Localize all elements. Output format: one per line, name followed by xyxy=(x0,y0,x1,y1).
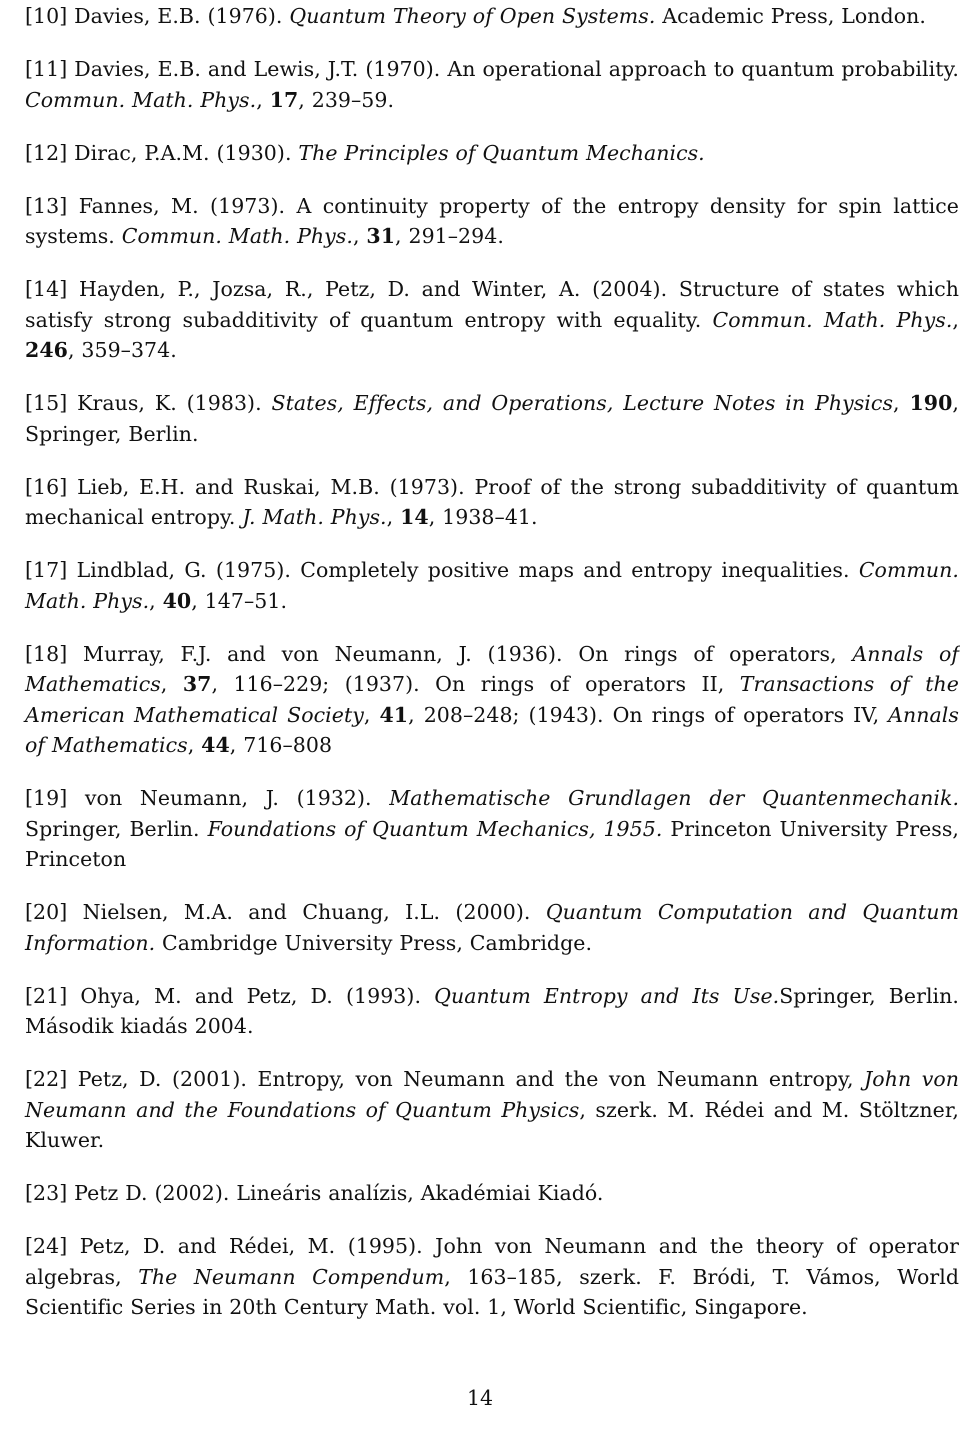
reference-item-20 xyxy=(24,897,959,958)
reference-title: Quantum Computation and Quantum Information. xyxy=(25,900,959,955)
reference-journal: Commun. Math. Phys. xyxy=(121,224,353,248)
reference-volume: 40 xyxy=(162,588,192,613)
reference-publisher: Springer, Berlin. xyxy=(25,816,200,841)
reference-number: [15] xyxy=(25,391,68,415)
reference-number: [18] xyxy=(25,641,68,666)
reference-journal: Annals of Mathematics xyxy=(25,702,959,757)
reference-authors: Ohya, M. and Petz, D. (1993). xyxy=(80,983,422,1008)
reference-number: [24] xyxy=(25,1234,68,1258)
reference-number: [16] xyxy=(25,474,68,499)
reference-item-21 xyxy=(24,981,959,1042)
reference-journal: Annals of Mathematics xyxy=(25,641,959,696)
reference-pages: , 147–51. xyxy=(191,588,288,613)
reference-publisher: Academic Press, London. xyxy=(662,4,926,28)
reference-separator: , xyxy=(187,733,195,757)
reference-number: [10] xyxy=(25,4,68,28)
reference-item-13 xyxy=(24,191,959,252)
reference-pages: , 359–374. xyxy=(67,338,177,362)
reference-separator: , xyxy=(256,87,263,112)
reference-separator: , xyxy=(893,391,900,415)
reference-number: [11] xyxy=(25,57,68,81)
reference-authors: Petz, D. and Rédei, M. (1995). John von Neumann and the theory of operator algebras, xyxy=(25,1234,959,1289)
reference-number: [20] xyxy=(25,900,68,924)
reference-publisher: Princeton University Press, Princeton xyxy=(25,816,959,871)
reference-separator: , xyxy=(952,307,959,332)
reference-authors: Petz D. (2002). Lineáris analízis, Akadémiai Kiadó. xyxy=(74,1181,604,1205)
reference-volume: 14 xyxy=(400,505,429,529)
reference-separator: , xyxy=(149,588,156,613)
reference-journal: Commun. Math. Phys. xyxy=(25,87,257,112)
reference-pages: , 116–229; (1937). On rings of operators II, xyxy=(211,672,725,696)
reference-list xyxy=(24,1,959,1345)
reference-volume: 246 xyxy=(25,338,68,362)
reference-title: States, Effects, and Operations, Lecture Notes in Physics xyxy=(271,391,894,415)
reference-authors: Lindblad, G. (1975). Completely positive maps and entropy inequalities. xyxy=(76,558,850,582)
reference-authors: Petz, D. (2001). Entropy, von Neumann and the von Neumann entropy, xyxy=(77,1067,854,1091)
reference-number: [19] xyxy=(25,786,68,810)
reference-number: [17] xyxy=(25,558,68,582)
reference-publisher: , szerk. M. Rédei and M. Stöltzner, Kluwer. xyxy=(25,1097,959,1152)
reference-number: [23] xyxy=(25,1181,68,1205)
reference-separator: , xyxy=(160,672,168,696)
reference-authors: Davies, E.B. (1976). xyxy=(74,4,283,28)
reference-publisher: Cambridge University Press, Cambridge. xyxy=(162,930,593,955)
reference-number: [13] xyxy=(25,193,68,218)
reference-pages: , 1938–41. xyxy=(428,505,538,529)
reference-journal: Commun. Math. Phys. xyxy=(712,307,953,332)
reference-authors: Nielsen, M.A. and Chuang, I.L. (2000). xyxy=(82,900,531,924)
reference-number: [22] xyxy=(25,1067,68,1091)
reference-item-14 xyxy=(24,274,959,366)
reference-pages: , 291–294. xyxy=(395,224,504,248)
reference-item-12 xyxy=(24,138,959,169)
reference-separator: , xyxy=(352,224,360,248)
reference-title: John von Neumann and the Foundations of Quantum Physics xyxy=(25,1067,959,1122)
reference-number: [14] xyxy=(25,277,68,301)
reference-journal: Commun. Math. Phys. xyxy=(25,558,959,613)
reference-title: The Neumann Compendum xyxy=(138,1264,445,1289)
reference-authors: Dirac, P.A.M. (1930). xyxy=(74,140,292,165)
reference-volume: 190 xyxy=(909,391,953,415)
reference-publisher: Springer, Berlin. Második kiadás 2004. xyxy=(25,983,959,1038)
reference-item-18 xyxy=(24,639,959,761)
reference-pages: , 239–59. xyxy=(298,87,395,112)
reference-publisher: , 163–185, szerk. F. Bródi, T. Vámos, World Scientific Series in 20th Century Math. vol. 1, World Scientific, Singapore. xyxy=(25,1264,959,1319)
reference-authors: Fannes, M. (1973). A continuity property of the entropy density for spin lattice systems. xyxy=(25,193,959,248)
reference-separator: , xyxy=(386,505,394,529)
reference-item-23 xyxy=(24,1178,959,1209)
reference-authors: Hayden, P., Jozsa, R., Petz, D. and Winter, A. (2004). Structure of states which satisfy strong subadditivity of quantum entropy with equality. xyxy=(25,277,959,332)
reference-authors: Murray, F.J. and von Neumann, J. (1936). On rings of operators, xyxy=(83,641,837,666)
reference-authors: Lieb, E.H. and Ruskai, M.B. (1973). Proof of the strong subadditivity of quantum mechanical entropy. xyxy=(25,474,959,529)
reference-title: Foundations of Quantum Mechanics, 1955. xyxy=(207,816,663,841)
reference-item-10 xyxy=(24,1,959,32)
reference-authors: Davies, E.B. and Lewis, J.T. (1970). An operational approach to quantum probability. xyxy=(74,57,959,81)
reference-volume: 17 xyxy=(269,87,299,112)
reference-journal: Transactions of the American Mathematical Society xyxy=(25,672,959,727)
reference-item-19 xyxy=(24,783,959,875)
reference-journal: J. Math. Phys. xyxy=(242,505,387,529)
reference-title: The Principles of Quantum Mechanics. xyxy=(298,140,705,165)
reference-number: [12] xyxy=(25,140,68,165)
reference-item-17 xyxy=(24,555,959,616)
reference-volume: 44 xyxy=(201,733,230,757)
reference-item-22 xyxy=(24,1064,959,1156)
reference-title: Mathematische Grundlagen der Quantenmechanik. xyxy=(389,786,960,810)
reference-item-11 xyxy=(24,54,959,115)
reference-title: Quantum Theory of Open Systems. xyxy=(289,4,656,28)
reference-number: [21] xyxy=(25,983,68,1008)
reference-pages: , 716–808 xyxy=(229,733,333,757)
reference-item-15 xyxy=(24,388,959,449)
reference-item-24 xyxy=(24,1231,959,1323)
reference-pages: , 208–248; (1943). On rings of operators IV, xyxy=(408,702,880,727)
reference-volume: 31 xyxy=(366,224,396,248)
reference-item-16 xyxy=(24,472,959,533)
reference-publisher: , Springer, Berlin. xyxy=(25,391,959,446)
reference-separator: , xyxy=(363,702,371,727)
reference-authors: von Neumann, J. (1932). xyxy=(84,786,372,810)
reference-authors: Kraus, K. (1983). xyxy=(77,391,262,415)
page-number: 14 xyxy=(466,1386,494,1410)
reference-title: Quantum Entropy and Its Use. xyxy=(434,983,780,1008)
reference-volume: 37 xyxy=(182,672,212,696)
reference-volume: 41 xyxy=(379,702,409,727)
